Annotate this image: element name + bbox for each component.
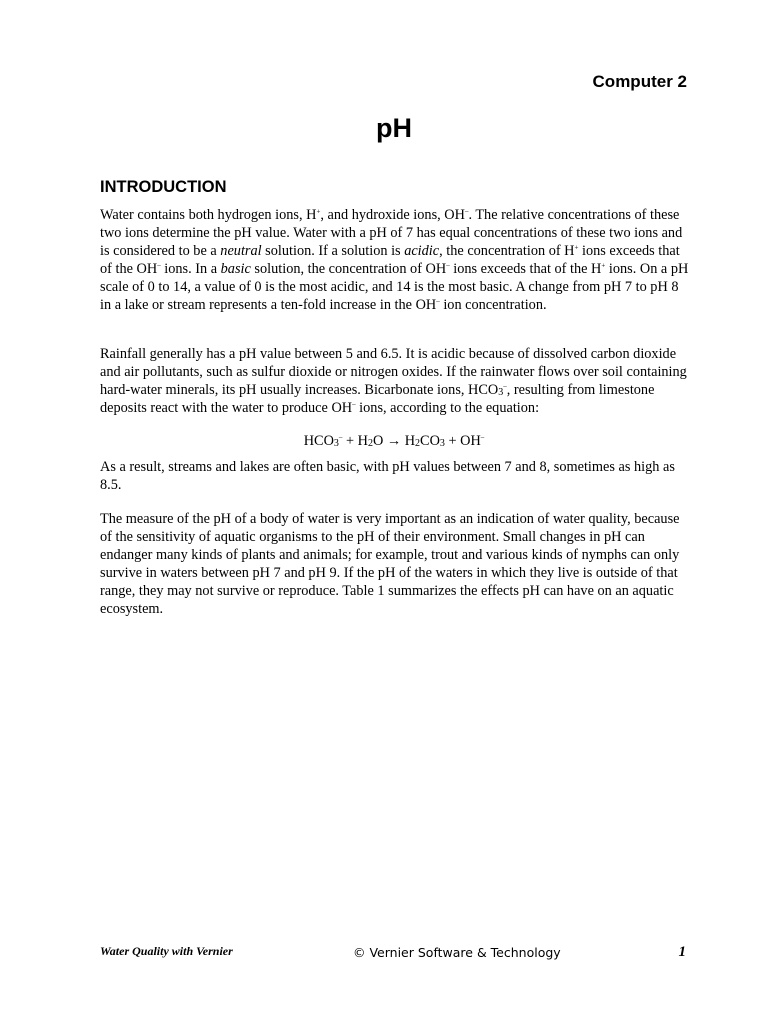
text: ions exceeds that of the OH <box>100 242 680 277</box>
text: , and hydroxide ions, OH <box>320 207 465 223</box>
text: + OH <box>444 433 481 449</box>
superscript: – <box>503 382 507 391</box>
subscript: 3 <box>333 438 339 449</box>
page-title: pH <box>376 113 412 143</box>
chemical-equation <box>0 433 768 450</box>
text: HCO <box>303 433 334 449</box>
emphasis: basic <box>220 260 251 277</box>
emphasis: acidic <box>404 242 440 259</box>
superscript: + <box>601 261 606 270</box>
text: ions exceeds that of the H <box>449 260 602 277</box>
superscript: – <box>436 296 440 305</box>
text: , resulting from limestone deposits react with the water to produce OH <box>100 381 655 416</box>
text: , the concentration of H <box>439 242 575 259</box>
footer-book-title: Water Quality with Vernier <box>100 944 233 958</box>
section-heading: INTRODUCTION <box>100 178 227 196</box>
superscript: – <box>464 207 469 216</box>
paragraph-1 <box>100 207 690 314</box>
subscript: 3 <box>439 438 445 449</box>
superscript: + <box>316 207 321 216</box>
superscript: – <box>446 261 450 270</box>
text: O → H <box>372 433 416 449</box>
emphasis: neutral <box>220 242 262 259</box>
paragraph-3 <box>100 459 690 495</box>
footer-page-number: 1 <box>678 944 686 960</box>
header-label: Computer 2 <box>592 72 687 91</box>
paragraph-3-text: As a result, streams and lakes are often basic, with pH values between 7 and 8, sometimes as high as 8.5. <box>100 459 675 493</box>
subscript: 2 <box>367 438 373 449</box>
text: CO <box>420 433 440 449</box>
text: ions. In a <box>160 260 221 277</box>
text: solution, the concentration of OH <box>250 260 447 277</box>
text: ions. On a pH scale of 0 to 14, a value of 0 is the most acidic, and 14 is the most basic. A change from pH 7 to pH 8 in a lake or stream represents a ten-fold increase in the OH <box>100 260 689 313</box>
paragraph-4-text: The measure of the pH of a body of water is very important as an indication of water quality, because of the sensitivity of aquatic organisms to the pH of their environment. Small changes in pH can endanger many kinds of plants and animals; for example, trout and various kinds of nymphs can only survive in waters between pH 7 and pH 9. If the pH of the waters in which they live is outside of that range, they may not survive or reproduce. Table 1 summarizes the effects pH can have on an aquatic ecosystem. <box>100 511 680 617</box>
superscript: – <box>352 400 356 409</box>
footer-copyright: © Vernier Software & Technology <box>353 945 561 960</box>
text: Rainfall generally has a pH value between 5 and 6.5. It is acidic because of dissolved carbon dioxide and air pollutants, such as sulfur dioxide or nitrogen oxides. If the rainwater flows over soil containing hard-water minerals, its pH usually increases. Bicarbonate ions, HCO <box>100 346 687 398</box>
paragraph-2 <box>100 346 690 418</box>
paragraph-4 <box>100 511 690 618</box>
text: + H <box>342 433 368 449</box>
text: . The relative concentrations of these two ions determine the pH value. Water with a pH of 7 has equal concentrations of these two ions and is considered to be a <box>100 207 683 259</box>
text: Water contains both hydrogen ions, H <box>100 207 317 223</box>
superscript: – <box>480 433 485 442</box>
superscript: – <box>338 433 343 442</box>
subscript: 2 <box>415 438 421 449</box>
text: solution. If a solution is <box>261 242 405 259</box>
subscript: 3 <box>498 386 504 398</box>
text: ions, according to the equation: <box>355 399 540 416</box>
text: ion concentration. <box>439 296 547 313</box>
superscript: + <box>574 243 579 252</box>
superscript: – <box>157 261 161 270</box>
